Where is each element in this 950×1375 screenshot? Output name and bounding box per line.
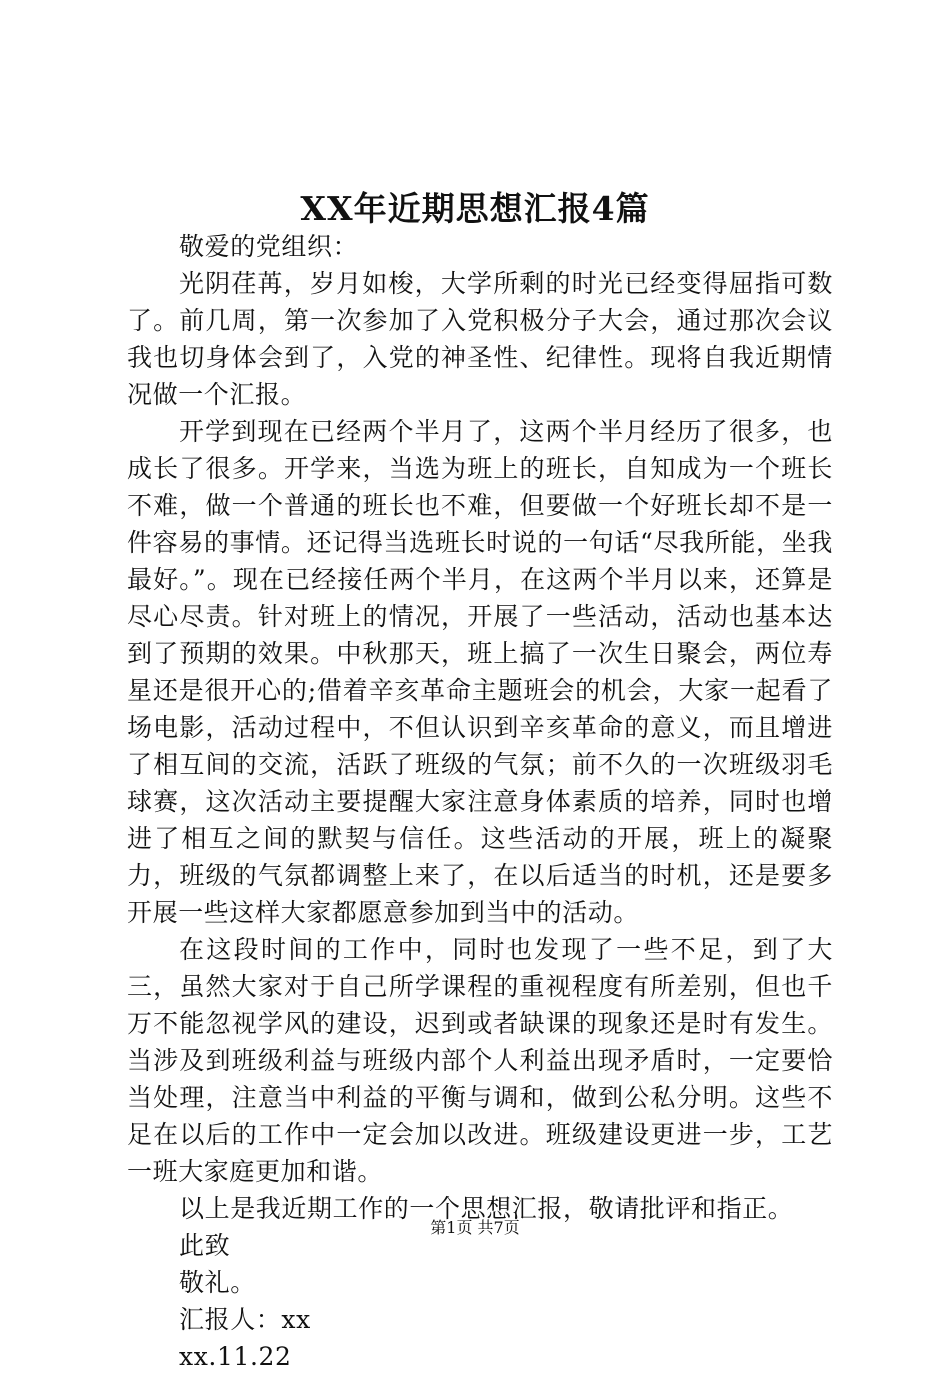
paragraph-1: 光阴荏苒，岁月如梭，大学所剩的时光已经变得屈指可数了。前几周，第一次参加了入党积极分子大会，通过那次会议我也切身体会到了，入党的神圣性、纪律性。现将自我近期情况做一个汇报。 — [127, 269, 833, 409]
paragraph-4: 以上是我近期工作的一个思想汇报，敬请批评和指正。 — [179, 1194, 794, 1223]
page-footer: 第1页 共7页 — [430, 1218, 520, 1237]
paragraph-2: 开学到现在已经两个半月了，这两个半月经历了很多，也成长了很多。开学来，当选为班上的班长，自知成为一个班长不难，做一个普通的班长也不难，但要做一个好班长却不是一件容易的事情。还记得当选班长时说的一句话“尽我所能，坐我最好。”。现在已经接任两个半月，在这两个半月以来，还算是尽心尽责。针对班上的情况，开展了一些活动，活动也基本达到了预期的效果。中秋那天，班上搞了一次生日聚会，两位寿星还是很开心的;借着辛亥革命主题班会的机会，大家一起看了场电影，活动过程中，不但认识到辛亥革命的意义，而且增进了相互间的交流，活跃了班级的气氛；前不久的一次班级羽毛球赛，这次活动主要提醒大家注意身体素质的培养，同时也增进了相互之间的默契与信任。这些活动的开展，班上的凝聚力，班级的气氛都调整上来了，在以后适当的时机，还是要多开展一些这样大家都愿意参加到当中的活动。 — [127, 417, 833, 927]
closing-line-2: 敬礼。 — [179, 1268, 256, 1297]
document-body — [127, 228, 833, 1375]
date-line: xx.11.22 — [179, 1342, 292, 1371]
reporter-line: 汇报人：xx — [179, 1305, 311, 1334]
paragraph-3: 在这段时间的工作中，同时也发现了一些不足，到了大三，虽然大家对于自己所学课程的重视程度有所差别，但也千万不能忽视学风的建设，迟到或者缺课的现象还是时有发生。当涉及到班级利益与班级内部个人利益出现矛盾时，一定要恰当处理，注意当中利益的平衡与调和，做到公私分明。这些不足在以后的工作中一定会加以改进。班级建设更进一步，工艺一班大家庭更加和谐。 — [127, 935, 833, 1186]
document-title: XX年近期思想汇报4篇 — [300, 189, 650, 228]
closing-line-1: 此致 — [179, 1231, 231, 1260]
salutation: 敬爱的党组织： — [179, 232, 359, 261]
